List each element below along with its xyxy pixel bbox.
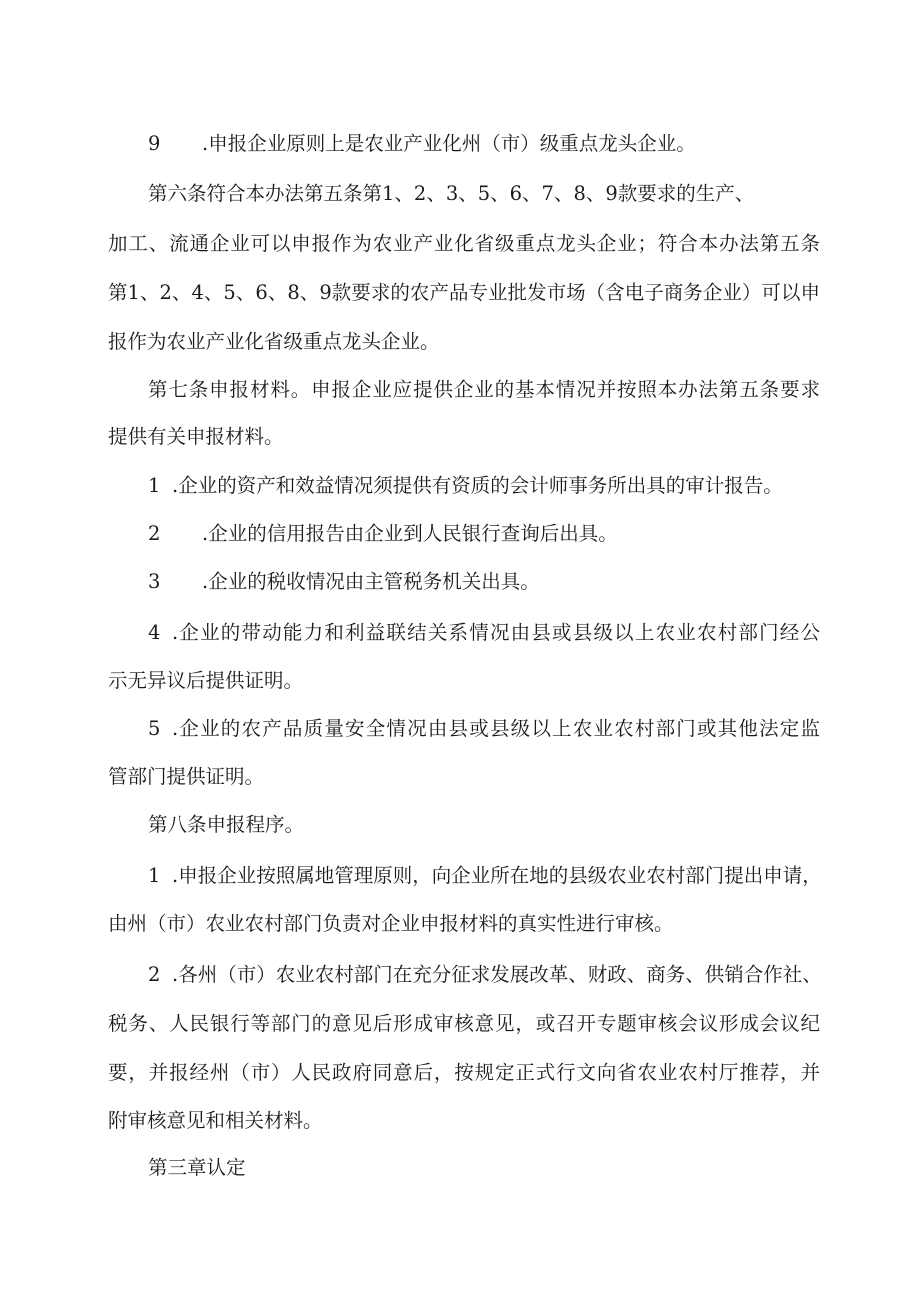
item-number: 5 bbox=[148, 717, 161, 740]
article-8-item-2-line-3: 要，并报经州（市）人民政府同意后，按规定正式行文向省农业农村厅推荐，并 bbox=[108, 1061, 820, 1084]
article-6-line-1: 第六条符合本办法第五条第1、2、3、5、6、7、8、9款要求的生产、 bbox=[148, 182, 755, 205]
item-text: .各州（市）农业农村部门在充分征求发展改革、财政、商务、供销合作社、 bbox=[172, 963, 822, 986]
item-text: .企业的带动能力和利益联结关系情况由县或县级以上农业农村部门经公 bbox=[172, 621, 820, 644]
chapter-3-title: 第三章认定 bbox=[148, 1156, 246, 1179]
article-8-item-2-line-4: 附审核意见和相关材料。 bbox=[108, 1109, 323, 1132]
article-8-item-2-line-2: 税务、人民银行等部门的意见后形成审核意见，或召开专题审核会议形成会议纪 bbox=[108, 1012, 820, 1035]
article-8-item-2-line-1 bbox=[148, 962, 820, 988]
item-number: 4 bbox=[148, 621, 161, 644]
item-number: 2 bbox=[148, 963, 161, 986]
article-7-item-3 bbox=[148, 569, 540, 595]
article-7-line-1: 第七条申报材料。申报企业应提供企业的基本情况并按照本办法第五条要求 bbox=[148, 378, 820, 401]
article-6-line-2: 加工、流通企业可以申报作为农业产业化省级重点龙头企业；符合本办法第五条 bbox=[108, 232, 820, 255]
item-text: .企业的农产品质量安全情况由县或县级以上农业农村部门或其他法定监 bbox=[172, 717, 820, 740]
item-text: .企业的资产和效益情况须提供有资质的会计师事务所出具的审计报告。 bbox=[172, 474, 783, 497]
item-9 bbox=[148, 131, 696, 157]
item-text: .企业的税收情况由主管税务机关出具。 bbox=[202, 570, 540, 593]
item-number: 9 bbox=[148, 132, 161, 155]
article-6-line-3: 第1、2、4、5、6、8、9款要求的农产品专业批发市场（含电子商务企业）可以申 bbox=[108, 281, 820, 304]
item-text: .企业的信用报告由企业到人民银行查询后出具。 bbox=[202, 522, 618, 545]
item-text: .申报企业按照属地管理原则，向企业所在地的县级农业农村部门提出申请， bbox=[172, 864, 822, 887]
article-7-line-2: 提供有关申报材料。 bbox=[108, 425, 284, 448]
item-number: 2 bbox=[148, 522, 161, 545]
article-7-item-5-line-1 bbox=[148, 716, 820, 742]
article-7-item-2 bbox=[148, 521, 618, 547]
article-8-title: 第八条申报程序。 bbox=[148, 813, 305, 836]
article-6-line-4: 报作为农业产业化省级重点龙头企业。 bbox=[108, 330, 440, 353]
article-7-item-5-line-2: 管部门提供证明。 bbox=[108, 765, 265, 788]
item-number: 1 bbox=[148, 474, 161, 497]
item-number: 1 bbox=[148, 864, 161, 887]
article-8-item-1-line-2: 由州（市）农业农村部门负责对企业申报材料的真实性进行审核。 bbox=[108, 912, 674, 935]
article-7-item-4-line-2: 示无异议后提供证明。 bbox=[108, 669, 304, 692]
article-7-item-4-line-1 bbox=[148, 620, 820, 646]
item-number: 3 bbox=[148, 570, 161, 593]
article-8-item-1-line-1 bbox=[148, 863, 820, 889]
article-7-item-1 bbox=[148, 473, 783, 499]
item-text: .申报企业原则上是农业产业化州（市）级重点龙头企业。 bbox=[202, 132, 696, 155]
